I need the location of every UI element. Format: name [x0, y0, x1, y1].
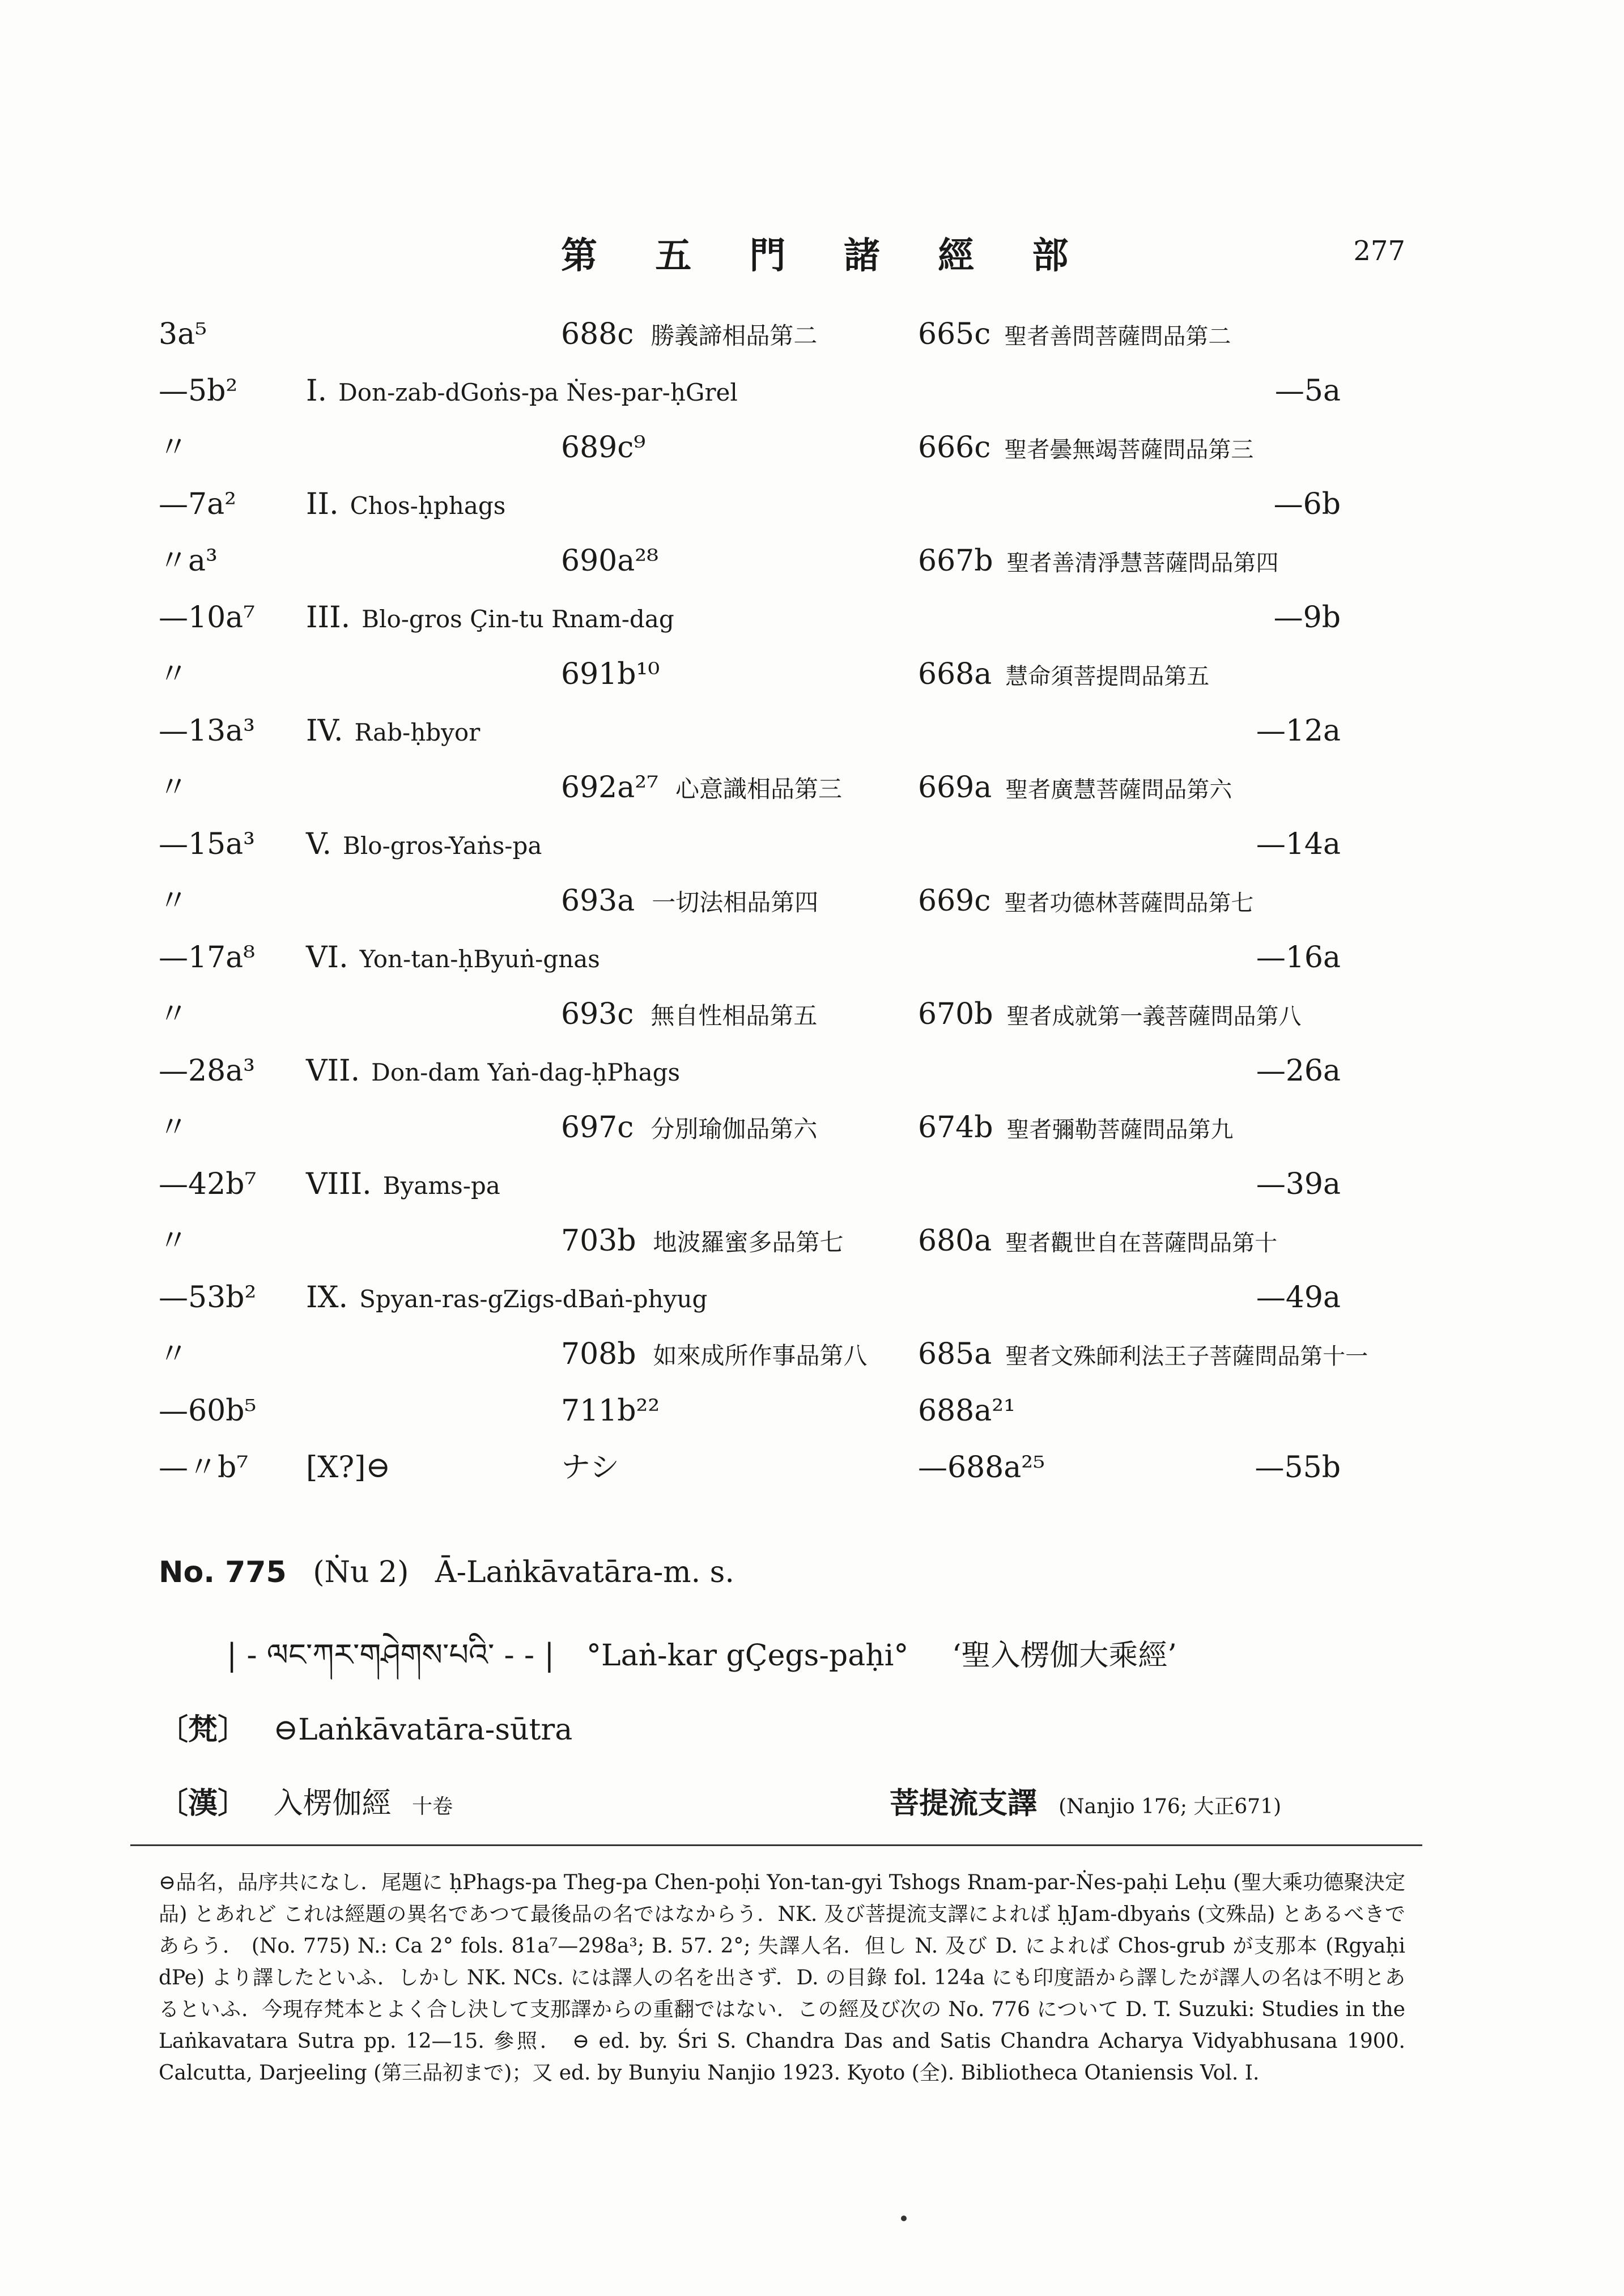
- chinese-translation-title: 入楞伽經: [273, 1787, 392, 1821]
- chinese-tag: 〔漢〕: [159, 1786, 248, 1821]
- end-ref: —5a: [1274, 374, 1341, 408]
- taisho-ref-1: [561, 714, 958, 750]
- taisho-ref-2-num: 669a: [918, 771, 992, 805]
- taisho-ref-1: [561, 1111, 958, 1146]
- table-row: [0, 997, 1624, 1054]
- taisho-ref-1-chapter: 勝義諦相品第二: [651, 322, 818, 350]
- taisho-ref-2-chapter: 聖者善問菩薩問品第二: [1004, 324, 1231, 350]
- section-ref: —42b⁷: [159, 1167, 257, 1201]
- section-ref: 〃: [159, 431, 189, 465]
- taisho-ref-1-num: 691b¹⁰: [561, 657, 660, 691]
- end-ref: —49a: [1256, 1281, 1341, 1315]
- taisho-ref-1-num: 693a: [561, 884, 635, 918]
- nanjio-reference: (Nanjio 176; 大正671): [1058, 1795, 1282, 1818]
- chapter-numeral: V.: [306, 827, 331, 861]
- taisho-ref-1-chapter: 一切法相品第四: [652, 888, 819, 916]
- taisho-ref-1: [561, 657, 958, 693]
- section-ref: —〃b⁷: [159, 1451, 249, 1485]
- taisho-ref-2-chapter: 聖者文殊師利法王子菩薩問品第十一: [1005, 1343, 1368, 1370]
- taisho-ref-1-chapter: 心意識相品第三: [675, 775, 842, 803]
- footnote: ⊖品名，品序共になし．尾題に ḥPhags-pa Theg-pa Chen-poḥi Yon-tan-gyi Tshogs Rnam-par-Ṅes-paḥi Leḥu (聖大乘功德聚決定品) とあれど これは經題の異名であつて最後品の名ではなからう．NK. 及び菩提流支譯によれば ḥJam-dbyaṅs (文殊品) とあるべきであらう． (No. 775) N.: Ca 2° fols. 81a⁷—298a³; B. 57. 2°; 失譯人名．但し N. 及び D. によれば Chos-grub が支那本 (Rgyaḥi dPe) より譯したといふ．しかし NK. NCs. には譯人の名を出さず．D. の目錄 fol. 124a にも印度語から譯したが譯人の名は不明とあるといふ．今現存梵本とよく合し決して支那譯からの重翻ではない．この經及び次の No. 776 について D. T. Suzuki: Studies in the Laṅkavatara Sutra pp. 12—15. 參照． ⊖ ed. by. Śri S. Chandra Das and Satis Chandra Acharya Vidyabhusana 1900. Calcutta, Darjeeling (第三品初まで)；又 ed. by Bunyiu Nanjio 1923. Kyoto (全). Bibliotheca Otaniensis Vol. I.: [159, 1871, 1405, 2085]
- section-ref: 〃: [159, 1111, 189, 1145]
- table-row: [0, 1394, 1624, 1451]
- translator-line: [890, 1779, 1281, 1822]
- section-ref: 〃: [159, 997, 189, 1031]
- taisho-ref-1-chapter: 無自性相品第五: [651, 1002, 818, 1030]
- taisho-ref-1: [561, 827, 958, 863]
- taisho-ref-1-num: 711b²²: [561, 1394, 660, 1428]
- section-ref: —10a⁷: [159, 601, 256, 635]
- taisho-ref-1: [561, 601, 958, 636]
- section-ref: —13a³: [159, 714, 256, 748]
- table-row: [0, 1167, 1624, 1224]
- taisho-ref-2: [918, 1224, 1400, 1260]
- chapter-title: Blo-gros Çin-tu Rnam-dag: [362, 605, 674, 633]
- end-ref: —12a: [1256, 714, 1341, 748]
- entry-header: [159, 1555, 734, 1589]
- end-ref: —6b: [1273, 487, 1341, 521]
- taisho-ref-2: [918, 1337, 1400, 1374]
- taisho-ref-1: [561, 1451, 958, 1486]
- end-ref: —9b: [1273, 601, 1341, 635]
- taisho-ref-2-num: 667b: [918, 544, 993, 578]
- taisho-ref-1: [561, 884, 958, 920]
- chapter-numeral: IX.: [306, 1281, 348, 1315]
- table-row: [0, 544, 1624, 601]
- chapter-numeral: VI.: [306, 941, 348, 975]
- section-ref: 〃: [159, 771, 189, 805]
- footnote-rule: [130, 1844, 1422, 1846]
- taisho-ref-2: [918, 1394, 1400, 1430]
- taisho-ref-2-num: 674b: [918, 1111, 993, 1145]
- taisho-ref-2-chapter: 聖者觀世自在菩薩問品第十: [1005, 1230, 1278, 1256]
- table-row: [0, 827, 1624, 884]
- tibetan-romanized: °Laṅ-kar gÇegs-paḥi°: [586, 1639, 909, 1673]
- taisho-ref-2: [918, 657, 1400, 694]
- section-ref: —17a⁸: [159, 941, 256, 975]
- taisho-ref-2: [918, 771, 1400, 807]
- chinese-title: ‘聖入楞伽大乘經’: [951, 1639, 1177, 1673]
- taisho-ref-1: [561, 1224, 958, 1260]
- sanskrit-title: ⊖Laṅkāvatāra-sūtra: [273, 1713, 573, 1747]
- taisho-ref-2-num: 669c: [918, 884, 991, 918]
- concordance-table: [0, 317, 1624, 1507]
- table-row: [0, 1281, 1624, 1337]
- chapter-numeral: II.: [306, 487, 339, 521]
- section-ref: 3a⁵: [159, 317, 207, 351]
- taisho-ref-1-num: ナシ: [561, 1451, 619, 1485]
- taisho-ref-2-num: —688a²⁵: [918, 1451, 1045, 1485]
- table-row: [0, 771, 1624, 827]
- section-ref: 〃: [159, 657, 189, 691]
- taisho-ref-1: [561, 487, 958, 523]
- taisho-ref-1: [561, 1337, 958, 1373]
- chapter-title: Rab-ḥbyor: [354, 718, 481, 746]
- table-row: [0, 1054, 1624, 1111]
- taisho-ref-1-chapter: 如來成所作事品第八: [653, 1342, 868, 1370]
- taisho-ref-2-num: 670b: [918, 997, 993, 1031]
- page-number: 277: [1353, 235, 1405, 267]
- table-row: [0, 941, 1624, 997]
- taisho-ref-1-num: 693c: [561, 997, 634, 1031]
- section-ref: 〃: [159, 1224, 189, 1258]
- taisho-ref-2: [918, 544, 1400, 580]
- table-row: [0, 1337, 1624, 1394]
- taisho-ref-2: [918, 1111, 1400, 1147]
- page-header-title: 第 五 門 諸 經 部: [561, 235, 1091, 277]
- taisho-ref-1: [561, 1167, 958, 1203]
- taisho-ref-2: [918, 997, 1400, 1034]
- tibetan-title-line: [227, 1621, 1177, 1707]
- table-row: [0, 1451, 1624, 1507]
- taisho-ref-2-num: 665c: [918, 317, 991, 351]
- section-ref: —53b²: [159, 1281, 257, 1315]
- tibetan-script: | - ལང་ཀར་གཤེགས་པའི་ - - |: [227, 1637, 555, 1673]
- taisho-ref-1-num: 689c⁹: [561, 431, 646, 465]
- taisho-ref-1: [561, 317, 958, 353]
- section-ref: 〃a³: [159, 544, 218, 578]
- table-row: [0, 487, 1624, 544]
- end-ref: —26a: [1256, 1054, 1341, 1088]
- taisho-ref-2-num: 685a: [918, 1337, 992, 1371]
- taisho-ref-2-num: 666c: [918, 431, 991, 465]
- taisho-ref-1: [561, 431, 958, 466]
- taisho-ref-2-num: 688a²¹: [918, 1394, 1015, 1428]
- taisho-ref-2-num: 668a: [918, 657, 992, 691]
- end-ref: —16a: [1256, 941, 1341, 975]
- entry-number: No. 775: [159, 1555, 287, 1589]
- section-ref: 〃: [159, 884, 189, 918]
- chapter-numeral: IV.: [306, 714, 343, 748]
- end-ref: —55b: [1255, 1451, 1341, 1485]
- taisho-ref-1-num: 692a²⁷: [561, 771, 658, 805]
- taisho-ref-1: [561, 1054, 958, 1090]
- chapter-title: Don-zab-dGoṅs-pa Ṅes-par-ḥGrel: [338, 379, 738, 406]
- chapter-title: Byams-pa: [382, 1172, 500, 1200]
- table-row: [0, 1224, 1624, 1281]
- taisho-ref-1: [561, 771, 958, 806]
- chapter-numeral: VIII.: [306, 1167, 372, 1201]
- chapter-title: Blo-gros-Yaṅs-pa: [343, 832, 542, 860]
- taisho-ref-1-chapter: 地波羅蜜多品第七: [653, 1228, 844, 1256]
- chapter-numeral: [X?]⊖: [306, 1451, 391, 1485]
- taisho-ref-2-chapter: 聖者功德林菩薩問品第七: [1004, 890, 1254, 916]
- chapter-numeral: VII.: [306, 1054, 360, 1088]
- taisho-ref-1: [561, 544, 958, 580]
- chapter-title: Yon-tan-ḥByuṅ-gnas: [359, 945, 600, 973]
- end-ref: —39a: [1256, 1167, 1341, 1201]
- section-ref: —15a³: [159, 827, 256, 861]
- taisho-ref-1: [561, 374, 958, 410]
- taisho-ref-1: [561, 1394, 958, 1430]
- taisho-ref-2-chapter: 聖者廣慧菩薩問品第六: [1005, 777, 1232, 803]
- section-ref: —28a³: [159, 1054, 256, 1088]
- taisho-ref-1-num: 708b: [561, 1337, 636, 1371]
- chapter-title: Don-dam Yaṅ-dag-ḥPhags: [371, 1058, 681, 1086]
- taisho-ref-2: [918, 884, 1400, 920]
- section-ref: —5b²: [159, 374, 238, 408]
- section-ref: —7a²: [159, 487, 236, 521]
- taisho-ref-1-chapter: 分別瑜伽品第六: [651, 1115, 818, 1143]
- sanskrit-line: [159, 1706, 572, 1748]
- chapter-numeral: III.: [306, 601, 351, 635]
- taisho-ref-2-num: 680a: [918, 1224, 992, 1258]
- taisho-ref-2-chapter: 聖者彌勒菩薩問品第九: [1006, 1117, 1234, 1143]
- taisho-ref-1-num: 697c: [561, 1111, 634, 1145]
- chapter-numeral: I.: [306, 374, 328, 408]
- ink-dot: [901, 2216, 907, 2221]
- translator: 菩提流支譯: [890, 1786, 1038, 1821]
- taisho-ref-1: [561, 941, 958, 976]
- taisho-ref-2-chapter: 慧命須菩提問品第五: [1005, 664, 1210, 690]
- taisho-ref-2: [918, 317, 1400, 354]
- section-ref: 〃: [159, 1337, 189, 1371]
- table-row: [0, 657, 1624, 714]
- taisho-ref-1-num: 703b: [561, 1224, 636, 1258]
- chinese-volumes: 十卷: [412, 1795, 453, 1818]
- taisho-ref-1-num: 688c: [561, 317, 634, 351]
- table-row: [0, 431, 1624, 487]
- taisho-ref-1: [561, 1281, 958, 1316]
- taisho-ref-1-num: 690a²⁸: [561, 544, 658, 578]
- entry-siglum: Ā-Laṅkāvatāra-m. s.: [435, 1555, 734, 1589]
- table-row: [0, 601, 1624, 657]
- taisho-ref-2: [918, 431, 1400, 467]
- end-ref: —14a: [1256, 827, 1341, 861]
- taisho-ref-2-chapter: 聖者成就第一義菩薩問品第八: [1006, 1004, 1302, 1030]
- taisho-ref-1: [561, 997, 958, 1033]
- table-row: [0, 1111, 1624, 1167]
- entry-nu: (Ṅu 2): [313, 1555, 409, 1589]
- table-row: [0, 714, 1624, 771]
- taisho-ref-2-chapter: 聖者曇無竭菩薩問品第三: [1004, 437, 1254, 463]
- table-row: [0, 374, 1624, 431]
- taisho-ref-2-chapter: 聖者善清淨慧菩薩問品第四: [1006, 550, 1279, 576]
- sanskrit-tag: 〔梵〕: [159, 1712, 248, 1747]
- chapter-title: Spyan-ras-gZigs-dBaṅ-phyug: [359, 1285, 708, 1313]
- table-row: [0, 884, 1624, 941]
- table-row: [0, 317, 1624, 374]
- section-ref: —60b⁵: [159, 1394, 257, 1428]
- chapter-title: Chos-ḥphags: [350, 492, 506, 520]
- chinese-line: [159, 1779, 453, 1822]
